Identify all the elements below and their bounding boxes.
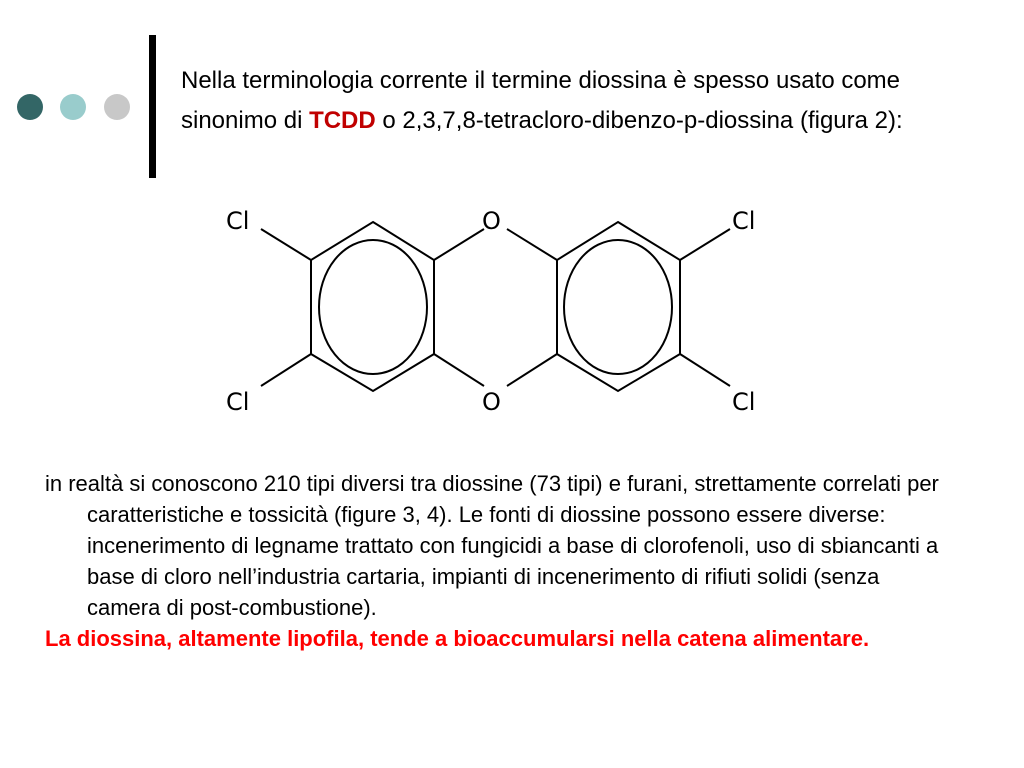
body-paragraph-bioaccumulation: La diossina, altamente lipofila, tende a bioaccumularsi nella catena alimentare. — [45, 626, 870, 651]
title-text-2: o 2,3,7,8-tetracloro-dibenzo-p-diossina (figura 2): — [375, 107, 903, 134]
left-benzene-ring — [311, 222, 434, 391]
bond-o-bottom-left — [434, 354, 484, 386]
bond-cl-bottom-left — [261, 354, 311, 386]
bond-cl-top-right — [680, 229, 730, 260]
bullet-dot-gray — [104, 94, 130, 120]
bond-o-bottom-right — [507, 354, 557, 386]
atom-o-bottom: O — [482, 388, 501, 416]
title-divider — [149, 35, 156, 178]
body-paragraph-sources: in realtà si conoscono 210 tipi diversi tra diossine (73 tipi) e furani, strettamente correlati per caratteristiche e tossicità (figure 3, 4). Le fonti di diossine possono essere diverse: incenerimento di legname trattato con fungicidi a base di clorofenoli, uso di sbiancanti a base di cloro nell’industria cartaria, impianti di incenerimento di rifiuti solidi (senza camera di post-combustione). — [45, 471, 939, 620]
bond-o-top-right — [507, 229, 557, 260]
molecule-bonds — [261, 222, 730, 391]
tcdd-structure-figure — [225, 198, 765, 420]
atom-cl-bottom-left: Cl — [226, 388, 250, 416]
atom-cl-bottom-right: Cl — [732, 388, 756, 416]
right-aromatic-circle — [564, 240, 672, 374]
title-text-1: Nella terminologia corrente il termine diossina è spesso usato come sinonimo di — [181, 67, 901, 134]
bullet-dot-dark — [17, 94, 43, 120]
atom-cl-top-left: Cl — [226, 207, 250, 235]
title-highlight-tcdd: TCDD — [309, 107, 376, 134]
bullet-dot-teal — [60, 94, 86, 120]
atom-cl-top-right: Cl — [732, 207, 756, 235]
slide-body — [45, 468, 945, 654]
atom-o-top: O — [482, 207, 501, 235]
bond-o-top-left — [434, 229, 484, 260]
bond-cl-bottom-right — [680, 354, 730, 386]
slide-title — [181, 61, 941, 141]
left-aromatic-circle — [319, 240, 427, 374]
right-benzene-ring — [557, 222, 680, 391]
bond-cl-top-left — [261, 229, 311, 260]
